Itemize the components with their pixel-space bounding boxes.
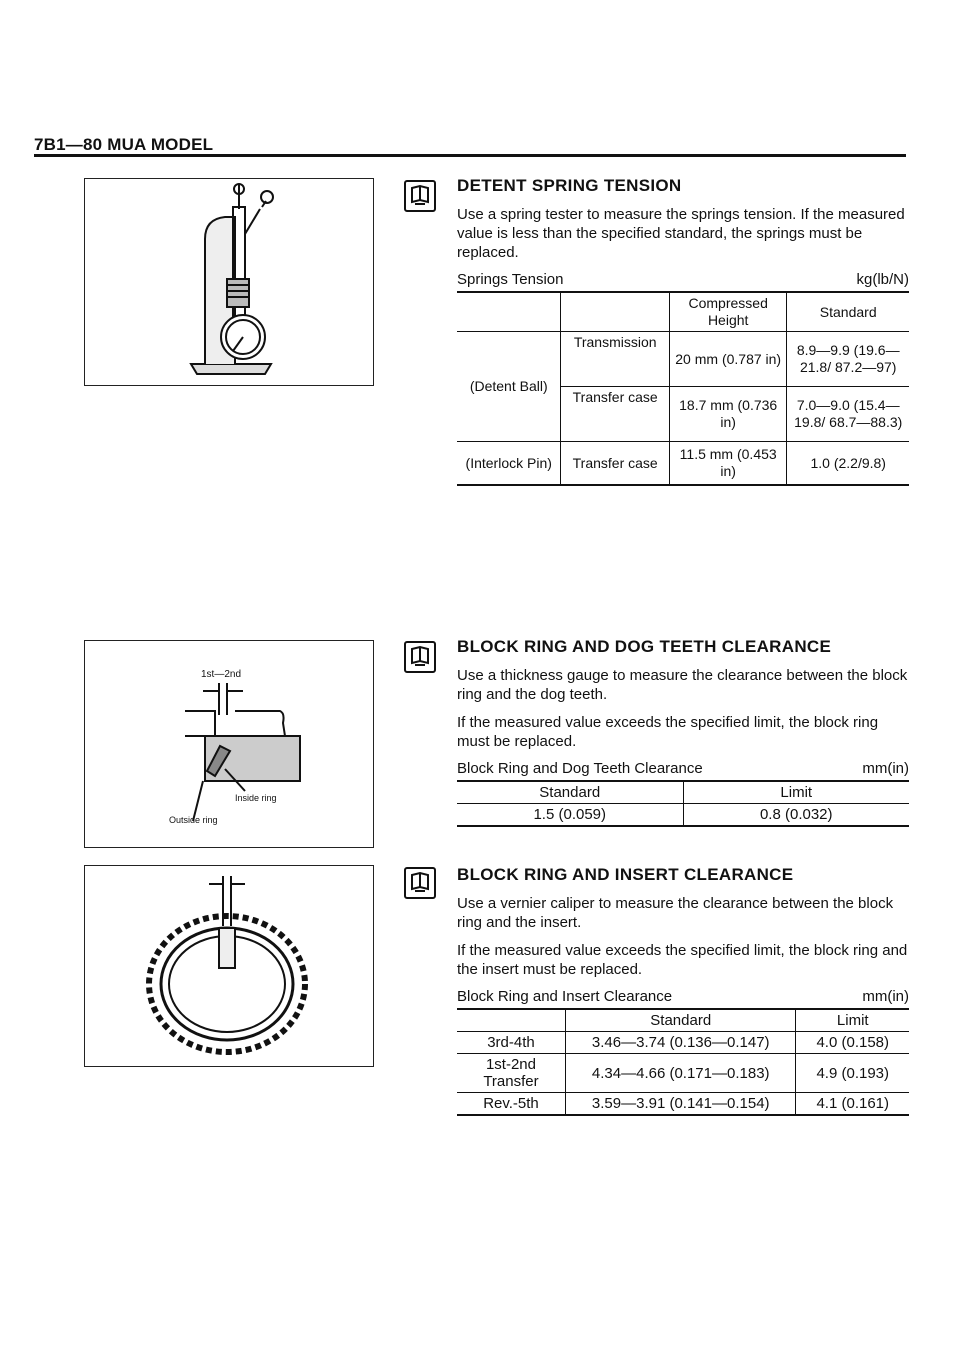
block-ring-dog-teeth-section	[457, 637, 909, 827]
section-title: BLOCK RING AND INSERT CLEARANCE	[457, 865, 794, 884]
table-cell: 1.0 (2.2/9.8)	[810, 454, 886, 471]
header-cell	[457, 292, 561, 332]
table-cell: (Detent Ball)	[457, 332, 561, 442]
section-paragraph: If the measured value exceeds the specified limit, the block ring and the insert must be replaced.	[457, 942, 908, 978]
block-ring-insert-figure	[84, 865, 374, 1067]
header-cell: Standard	[565, 1009, 796, 1032]
service-manual-book-icon	[404, 180, 436, 212]
label-inside-ring: Inside ring	[235, 793, 277, 803]
table-row	[457, 804, 909, 827]
section-title: DETENT SPRING TENSION	[457, 176, 682, 195]
caption-text: Block Ring and Insert Clearance	[457, 988, 673, 1005]
table-cell: 4.9 (0.193)	[816, 1064, 890, 1082]
caption-unit: mm(in)	[862, 988, 909, 1005]
table-cell: Transfer case	[561, 442, 669, 486]
header-cell: Standard	[457, 781, 683, 804]
table-header-row	[457, 292, 909, 332]
section-paragraph: If the measured value exceeds the specified limit, the block ring must be replaced.	[457, 714, 879, 750]
table-cell: 18.7 mm (0.736 in)	[669, 387, 787, 442]
caption-text: Block Ring and Dog Teeth Clearance	[457, 760, 703, 777]
table-header-row	[457, 781, 909, 804]
header-cell: Limit	[780, 784, 813, 801]
spring-tester-illustration	[85, 179, 373, 385]
block-ring-insert-illustration	[85, 866, 373, 1066]
header-cell: Limit	[836, 1012, 869, 1029]
header-cell: Compressed Height	[669, 292, 787, 332]
springs-tension-table	[457, 291, 909, 486]
header-rule	[34, 154, 906, 157]
table-cell: Rev.-5th	[457, 1093, 565, 1116]
table-cell: 11.5 mm (0.453 in)	[669, 442, 787, 486]
table-cell: 3.59—3.91 (0.141—0.154)	[565, 1093, 796, 1116]
table-cell: 7.0—9.0 (15.4—19.8/ 68.7—88.3)	[794, 397, 903, 430]
table-cell: 4.34—4.66 (0.171—0.183)	[565, 1054, 796, 1093]
table-cell: Transfer case	[561, 387, 669, 442]
table-row	[457, 1032, 909, 1054]
table-header-row	[457, 1009, 909, 1032]
table-cell: 1.5 (0.059)	[457, 804, 683, 827]
table-caption	[457, 271, 909, 288]
caption-unit: kg(lb/N)	[856, 271, 909, 288]
service-manual-book-icon	[404, 867, 436, 899]
section-paragraph: Use a thickness gauge to measure the clearance between the block ring and the dog teeth.	[457, 667, 908, 703]
section-paragraph: Use a vernier caliper to measure the clearance between the block ring and the insert.	[457, 895, 894, 931]
caption-text: Springs Tension	[457, 271, 564, 288]
header-cell: Standard	[819, 303, 877, 320]
block-ring-section-figure	[84, 640, 374, 848]
caption-unit: mm(in)	[862, 760, 909, 777]
table-cell: Transmission	[561, 332, 669, 387]
section-title: BLOCK RING AND DOG TEETH CLEARANCE	[457, 637, 832, 656]
table-row	[457, 332, 909, 387]
block-ring-insert-section	[457, 865, 909, 1116]
table-row	[457, 442, 909, 486]
table-cell: 3rd-4th	[457, 1032, 565, 1054]
table-cell: 1st-2nd Transfer	[457, 1054, 565, 1093]
table-row	[457, 1054, 909, 1093]
section-paragraph: Use a spring tester to measure the springs tension. If the measured value is less than the specified standard, the springs must be replaced.	[457, 206, 905, 261]
table-cell: 4.1 (0.161)	[816, 1095, 890, 1112]
table-row	[457, 1093, 909, 1116]
table-cell: 8.9—9.9 (19.6—21.8/ 87.2—97)	[796, 342, 900, 375]
label-outside-ring: Outside ring	[169, 815, 218, 825]
detent-spring-tension-section	[457, 176, 909, 486]
dog-teeth-clearance-table	[457, 780, 909, 827]
header-cell	[457, 1009, 565, 1032]
table-cell: 0.8 (0.032)	[759, 806, 833, 823]
service-manual-book-icon	[404, 641, 436, 673]
table-cell: 20 mm (0.787 in)	[669, 332, 787, 387]
table-cell: 3.46—3.74 (0.136—0.147)	[565, 1032, 796, 1054]
header-cell	[561, 292, 669, 332]
table-caption	[457, 988, 909, 1005]
spring-tester-figure	[84, 178, 374, 386]
block-ring-section-illustration	[85, 641, 373, 847]
page-header: 7B1—80 MUA MODEL	[34, 135, 214, 154]
table-cell: (Interlock Pin)	[457, 442, 561, 486]
table-caption	[457, 760, 909, 777]
label-1st-2nd: 1st—2nd	[201, 669, 242, 680]
table-cell: 4.0 (0.158)	[816, 1034, 890, 1051]
insert-clearance-table	[457, 1008, 909, 1116]
